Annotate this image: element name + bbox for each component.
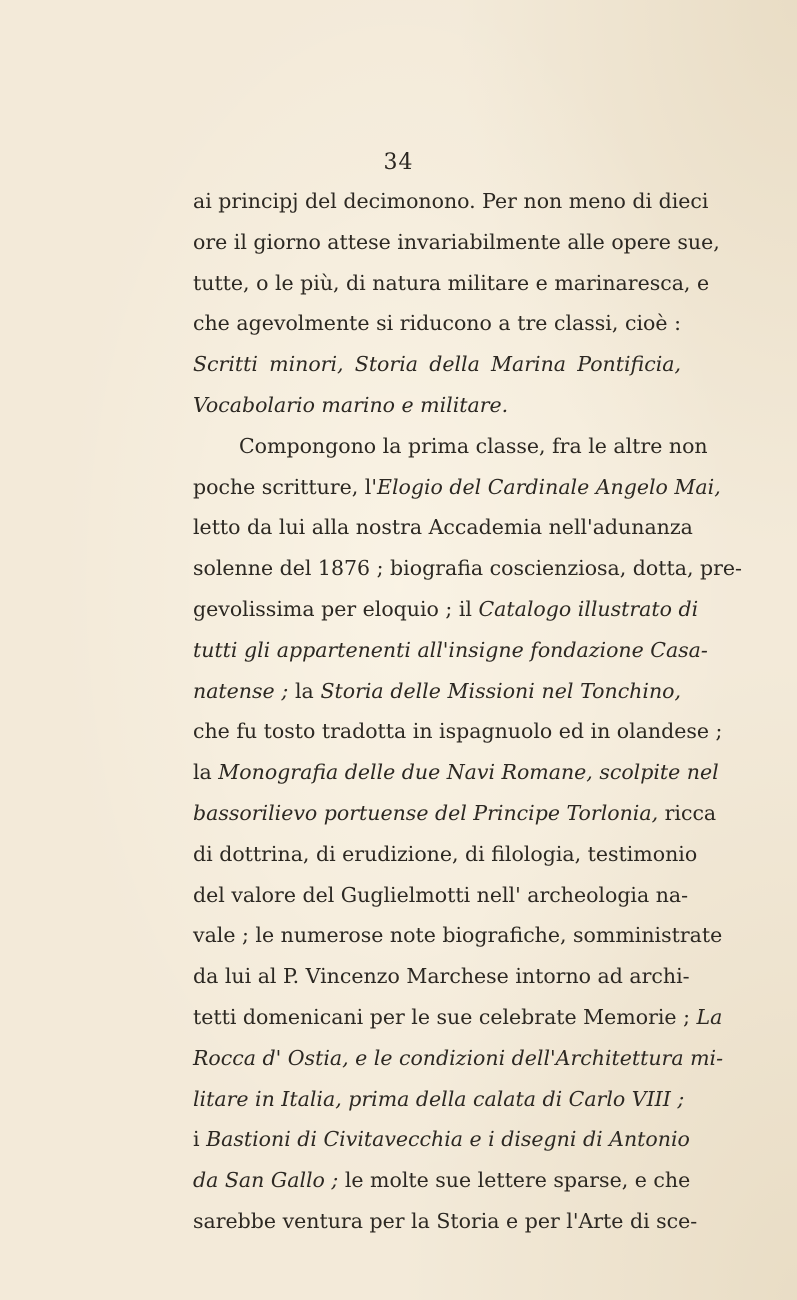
italic-title-segment: Vocabolario marino e militare.: [193, 392, 509, 417]
italic-title-segment: Monografia delle due Navi Romane, scolpite nel: [218, 760, 719, 785]
body-text: [193, 181, 742, 1242]
text-line: Compongono la prima classe, fra le altre non: [239, 433, 708, 458]
page-number: 34: [383, 150, 414, 175]
text-segment: le molte sue lettere sparse, e che: [338, 1168, 691, 1193]
text-line: [193, 752, 719, 793]
text-line: che fu tosto tradotta in ispagnuolo ed in olandese ;: [193, 719, 723, 744]
italic-title-segment: Bastioni di Civitavecchia e i disegni di Antonio: [206, 1127, 690, 1152]
text-line: [193, 793, 717, 834]
text-line: che agevolmente si riducono a tre classi, cioè :: [193, 311, 681, 336]
text-line: ai principj del decimonono. Per non meno di dieci: [193, 189, 709, 213]
text-line: [193, 467, 721, 508]
text-segment: i: [193, 1127, 207, 1152]
text-line: vale ; le numerose note biografiche, somministrate: [193, 923, 723, 948]
italic-title-segment: da San Gallo ;: [193, 1168, 339, 1193]
italic-title-segment: Elogio del Cardinale Angelo Mai,: [377, 474, 721, 499]
italic-title-segment: litare in Italia, prima della calata di Carlo VIII ;: [193, 1086, 685, 1111]
italic-title-segment: Catalogo illustrato di: [478, 596, 699, 621]
text-line: sarebbe ventura per la Storia e per l'Arte di sce-: [193, 1208, 698, 1233]
text-line: solenne del 1876 ; biografia coscienziosa, dotta, pre-: [193, 556, 742, 581]
text-line: letto da lui alla nostra Accademia nell'adunanza: [193, 515, 693, 540]
text-line: [193, 344, 681, 385]
text-segment: tetti domenicani per le sue celebrate Memorie ;: [193, 1004, 697, 1029]
text-segment: poche scritture, l': [193, 474, 377, 499]
italic-title-segment: La: [696, 1004, 723, 1029]
text-segment: la: [288, 678, 321, 703]
text-line: del valore del Guglielmotti nell' archeologia na-: [193, 882, 689, 907]
text-segment: gevolissima per eloquio ; il: [193, 596, 479, 621]
text-line: [193, 1038, 724, 1079]
italic-title-segment: Scritti minori, Storia della Marina Pontificia,: [193, 352, 681, 377]
text-line: ore il giorno attese invariabilmente alle opere sue,: [193, 229, 720, 254]
italic-title-segment: tutti gli appartenenti all'insigne fondazione Casa-: [193, 637, 708, 662]
text-line: [193, 1119, 690, 1160]
text-line: tutte, o le più, di natura militare e marinaresca, e: [193, 270, 710, 295]
text-line: [193, 630, 708, 671]
text-line: di dottrina, di erudizione, di filologia, testimonio: [193, 841, 698, 866]
text-line: [193, 1079, 685, 1120]
text-line: [193, 385, 681, 426]
italic-title-segment: natense ;: [193, 678, 289, 703]
italic-title-segment: Rocca d' Ostia, e le condizioni dell'Architettura mi-: [193, 1045, 724, 1070]
text-line: da lui al P. Vincenzo Marchese intorno ad archi-: [193, 964, 690, 989]
text-line: [193, 671, 681, 712]
text-line: [193, 1160, 691, 1201]
text-segment: la: [193, 760, 219, 785]
text-segment: ricca: [658, 800, 717, 825]
text-line: [193, 589, 699, 630]
italic-title-segment: bassorilievo portuense del Principe Torlonia,: [193, 800, 659, 825]
italic-title-segment: Storia delle Missioni nel Tonchino,: [320, 678, 682, 703]
text-line: [193, 997, 723, 1038]
